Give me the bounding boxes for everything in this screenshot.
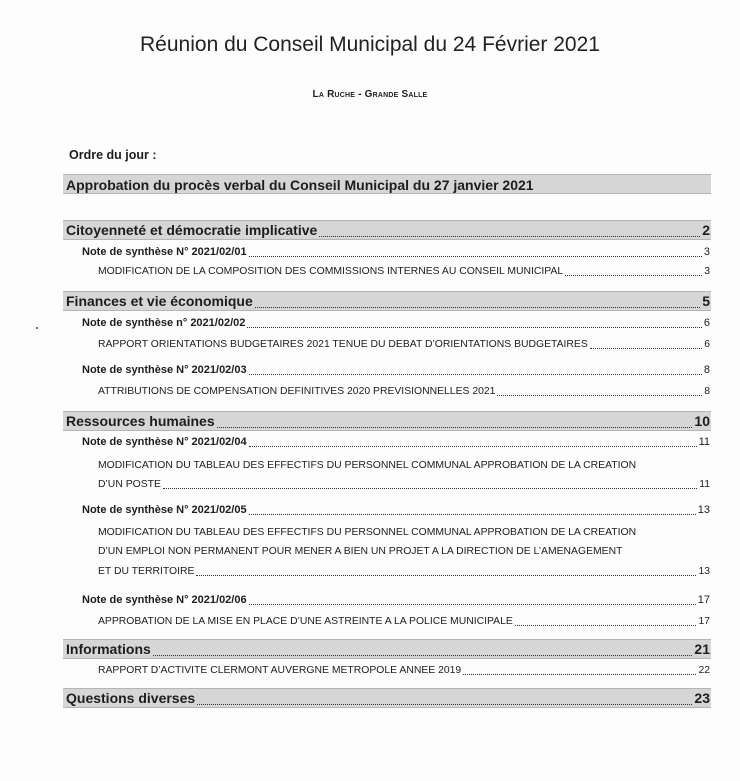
dot-leader xyxy=(249,373,702,375)
item-title: ATTRIBUTIONS DE COMPENSATION DEFINITIVES 2020 PREVISIONNELLES 2021 xyxy=(98,386,496,397)
section-title: Questions diverses xyxy=(66,690,196,706)
toc-item[interactable] xyxy=(98,564,710,579)
note-title: Note de synthèse N° 2021/02/03 xyxy=(82,364,247,376)
item-line: MODIFICATION DU TABLEAU DES EFFECTIFS DU PERSONNEL COMMUNAL APPROBATION DE LA CREATION xyxy=(98,460,637,471)
item-line: D’UN EMPLOI NON PERMANENT POUR MENER A BIEN UN PROJET A LA DIRECTION DE L’AMENAGEMENT xyxy=(98,546,623,557)
dot-leader xyxy=(197,703,692,705)
toc-section-informations[interactable] xyxy=(66,639,710,659)
page-number: 22 xyxy=(698,665,710,676)
dot-leader xyxy=(497,394,702,396)
toc-item[interactable] xyxy=(98,477,710,492)
dot-leader xyxy=(153,654,693,656)
dot-leader xyxy=(515,624,697,626)
item-line: MODIFICATION DU TABLEAU DES EFFECTIFS DU PERSONNEL COMMUNAL APPROBATION DE LA CREATION xyxy=(98,527,637,538)
toc-item[interactable] xyxy=(98,337,710,352)
item-title: APPROBATION DE LA MISE EN PLACE D’UNE ASTREINTE A LA POLICE MUNICIPALE xyxy=(98,616,513,627)
section-title: Informations xyxy=(66,641,151,657)
note-title: Note de synthèse N° 2021/02/05 xyxy=(82,504,247,516)
dot-leader xyxy=(249,513,696,515)
section-title: Finances et vie économique xyxy=(66,293,253,309)
toc-note-2021-02-02[interactable] xyxy=(82,316,710,331)
toc-section-questions-diverses[interactable] xyxy=(66,688,710,708)
dot-leader xyxy=(217,426,693,428)
page-number: 13 xyxy=(697,504,710,516)
dot-leader xyxy=(590,347,702,349)
toc-section-ressources-humaines[interactable] xyxy=(66,411,710,431)
agenda-heading: Ordre du jour : xyxy=(69,148,157,162)
toc-item[interactable] xyxy=(98,663,710,678)
toc-note-2021-02-01[interactable] xyxy=(82,245,710,260)
item-title: MODIFICATION DE LA COMPOSITION DES COMMISSIONS INTERNES AU CONSEIL MUNICIPAL xyxy=(98,266,564,277)
note-title: Note de synthèse n° 2021/02/02 xyxy=(82,317,246,329)
page-number: 17 xyxy=(697,594,710,606)
page-number: 2 xyxy=(702,222,710,238)
scan-speck xyxy=(36,327,38,329)
dot-leader xyxy=(247,326,702,328)
toc-note-2021-02-03[interactable] xyxy=(82,363,710,378)
page-number: 3 xyxy=(703,246,710,258)
dot-leader xyxy=(249,255,702,257)
page-number: 10 xyxy=(694,413,710,429)
page-number: 5 xyxy=(702,293,710,309)
toc-item[interactable] xyxy=(98,614,710,629)
meeting-location: La Ruche - Grande Salle xyxy=(312,89,428,100)
page-number: 11 xyxy=(699,479,710,490)
section-title: Citoyenneté et démocratie implicative xyxy=(66,222,318,238)
page-number: 8 xyxy=(704,386,710,397)
page-number: 17 xyxy=(698,616,710,627)
note-title: Note de synthèse N° 2021/02/01 xyxy=(82,246,247,258)
note-title: Note de synthèse N° 2021/02/04 xyxy=(82,436,247,448)
toc-note-2021-02-06[interactable] xyxy=(82,593,710,608)
item-title: ET DU TERRITOIRE xyxy=(98,566,195,577)
page-number: 23 xyxy=(694,690,710,706)
toc-item[interactable] xyxy=(98,264,710,279)
dot-leader xyxy=(196,574,696,576)
item-title: RAPPORT ORIENTATIONS BUDGETAIRES 2021 TENUE DU DEBAT D’ORIENTATIONS BUDGETAIRES xyxy=(98,339,588,350)
toc-item[interactable] xyxy=(98,384,710,399)
approval-title: Approbation du procès verbal du Conseil Municipal du 27 janvier 2021 xyxy=(66,177,534,193)
dot-leader xyxy=(565,274,702,276)
dot-leader xyxy=(463,673,696,675)
toc-note-2021-02-05[interactable] xyxy=(82,503,710,518)
item-title: D’UN POSTE xyxy=(98,479,161,490)
page-title: Réunion du Conseil Municipal du 24 Février 2021 xyxy=(140,33,600,56)
dot-leader xyxy=(255,306,700,308)
dot-leader xyxy=(249,445,697,447)
page-number: 13 xyxy=(698,566,710,577)
dot-leader xyxy=(319,235,700,237)
page-number: 6 xyxy=(703,317,710,329)
note-title: Note de synthèse N° 2021/02/06 xyxy=(82,594,247,606)
dot-leader xyxy=(249,603,696,605)
dot-leader xyxy=(163,487,697,489)
item-title: RAPPORT D’ACTIVITE CLERMONT AUVERGNE METROPOLE ANNEE 2019 xyxy=(98,665,462,676)
section-title: Ressources humaines xyxy=(66,413,215,429)
toc-section-finances[interactable] xyxy=(66,291,710,311)
toc-section-citoyennete[interactable] xyxy=(66,220,710,240)
page-number: 11 xyxy=(698,436,710,448)
page-number: 6 xyxy=(704,339,710,350)
page-number: 3 xyxy=(704,266,710,277)
toc-note-2021-02-04[interactable] xyxy=(82,435,710,450)
page-number: 8 xyxy=(703,364,710,376)
page-number: 21 xyxy=(694,641,710,657)
